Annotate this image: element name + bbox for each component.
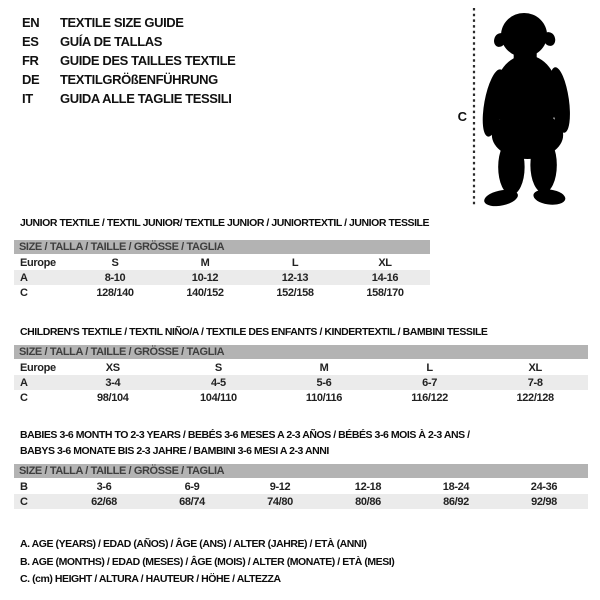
value-cell: 152/158 — [276, 286, 314, 299]
value-cell: 80/86 — [355, 495, 381, 508]
lang-label: TEXTILGRÖßENFÜHRUNG — [60, 72, 218, 87]
table-junior — [14, 217, 430, 300]
lang-row-de — [22, 70, 235, 89]
table-title-line1: BABIES 3-6 MONTH TO 2-3 YEARS / BEBÉS 3-6 MESES A 2-3 AÑOS / BÉBÉS 3-6 MOIS À 2-3 ANS / — [20, 429, 470, 441]
size-cell: M — [319, 361, 329, 374]
lang-code: FR — [22, 53, 39, 68]
value-cell: 7-8 — [527, 376, 543, 389]
size-header-bar — [14, 240, 430, 254]
value-cell: 4-5 — [210, 376, 226, 389]
value-cell: 24-36 — [530, 480, 558, 493]
table-row-europe — [14, 360, 588, 375]
footnote-a: A. AGE (YEARS) / EDAD (AÑOS) / ÂGE (ANS) / ALTER (JAHRE) / ETÀ (ANNI) — [20, 538, 367, 550]
footnotes — [20, 536, 394, 589]
lang-code: ES — [22, 34, 39, 49]
value-cell: 140/152 — [186, 286, 224, 299]
size-header-bar — [14, 464, 588, 478]
value-cell: 6-7 — [422, 376, 437, 389]
table-row-b — [14, 479, 588, 494]
value-cell: 12-13 — [281, 271, 309, 284]
table-row-a — [14, 375, 588, 390]
value-cell: 8-10 — [104, 271, 126, 284]
size-cell: XL — [378, 256, 392, 269]
lang-code: EN — [22, 15, 40, 30]
row-label: B — [20, 480, 28, 493]
table-row-c — [14, 285, 430, 300]
value-cell: 68/74 — [179, 495, 205, 508]
value-cell: 74/80 — [267, 495, 293, 508]
lang-label: GUIDE DES TAILLES TEXTILE — [60, 53, 236, 68]
table-title: JUNIOR TEXTILE / TEXTIL JUNIOR/ TEXTILE JUNIOR / JUNIORTEXTIL / JUNIOR TESSILE — [20, 217, 430, 229]
height-measure-figure — [440, 0, 600, 220]
table-title: CHILDREN'S TEXTILE / TEXTIL NIÑO/A / TEXTILE DES ENFANTS / KINDERTEXTIL / BAMBINI TESSILE — [20, 326, 488, 338]
lang-code: DE — [22, 72, 40, 87]
lang-label: GUIDA ALLE TAGLIE TESSILI — [60, 91, 232, 106]
language-header — [22, 13, 235, 108]
size-cell: L — [291, 256, 299, 269]
value-cell: 116/122 — [411, 391, 448, 404]
row-label: C — [20, 286, 28, 299]
table-row-c — [14, 494, 588, 509]
value-cell: 62/68 — [91, 495, 117, 508]
row-label: A — [20, 271, 28, 284]
table-children — [14, 326, 588, 405]
size-cell: M — [200, 256, 210, 269]
table-row-europe — [14, 255, 430, 270]
size-header-bar — [14, 345, 588, 359]
size-header-label: SIZE / TALLA / TAILLE / GRÖSSE / TAGLIA — [19, 241, 225, 253]
value-cell: 3-4 — [105, 376, 121, 389]
row-label: C — [20, 391, 28, 404]
value-cell: 10-12 — [191, 271, 219, 284]
row-label: Europe — [20, 256, 56, 269]
row-label: C — [20, 495, 28, 508]
lang-row-it — [22, 89, 235, 108]
height-measure-label: C — [457, 109, 467, 124]
value-cell: 6-9 — [184, 480, 200, 493]
lang-label: GUÍA DE TALLAS — [60, 34, 163, 49]
size-cell: XL — [528, 361, 542, 374]
table-row-c — [14, 390, 588, 405]
lang-row-en — [22, 13, 235, 32]
value-cell: 18-24 — [442, 480, 470, 493]
row-label: A — [20, 376, 28, 389]
value-cell: 9-12 — [269, 480, 291, 493]
footnote-c: C. (cm) HEIGHT / ALTURA / HAUTEUR / HÖHE / ALTEZZA — [20, 573, 281, 585]
lang-row-es — [22, 32, 235, 51]
size-cell: S — [111, 256, 119, 269]
value-cell: 128/140 — [96, 286, 134, 299]
value-cell: 3-6 — [96, 480, 112, 493]
size-cell: XS — [105, 361, 120, 374]
size-header-label: SIZE / TALLA / TAILLE / GRÖSSE / TAGLIA — [19, 346, 225, 358]
table-title-line2: BABYS 3-6 MONATE BIS 2-3 JAHRE / BAMBINI 3-6 MESI A 2-3 ANNI — [20, 445, 329, 457]
value-cell: 122/128 — [516, 391, 554, 404]
value-cell: 14-16 — [371, 271, 399, 284]
value-cell: 158/170 — [366, 286, 404, 299]
table-babies — [14, 427, 588, 509]
value-cell: 5-6 — [316, 376, 332, 389]
footnote-b: B. AGE (MONTHS) / EDAD (MESES) / ÂGE (MOIS) / ALTER (MONATE) / ETÀ (MESI) — [20, 555, 395, 568]
size-cell: L — [426, 361, 433, 374]
table-row-a — [14, 270, 430, 285]
value-cell: 86/92 — [443, 495, 469, 508]
child-silhouette-icon — [478, 13, 573, 209]
row-label: Europe — [20, 361, 56, 374]
value-cell: 92/98 — [531, 495, 557, 508]
lang-label: TEXTILE SIZE GUIDE — [60, 15, 184, 30]
lang-code: IT — [22, 91, 33, 106]
size-cell: S — [214, 361, 222, 374]
value-cell: 12-18 — [354, 480, 382, 493]
value-cell: 98/104 — [97, 391, 129, 404]
value-cell: 104/110 — [200, 391, 237, 404]
size-header-label: SIZE / TALLA / TAILLE / GRÖSSE / TAGLIA — [19, 465, 225, 477]
lang-row-fr — [22, 51, 235, 70]
value-cell: 110/116 — [305, 391, 343, 404]
